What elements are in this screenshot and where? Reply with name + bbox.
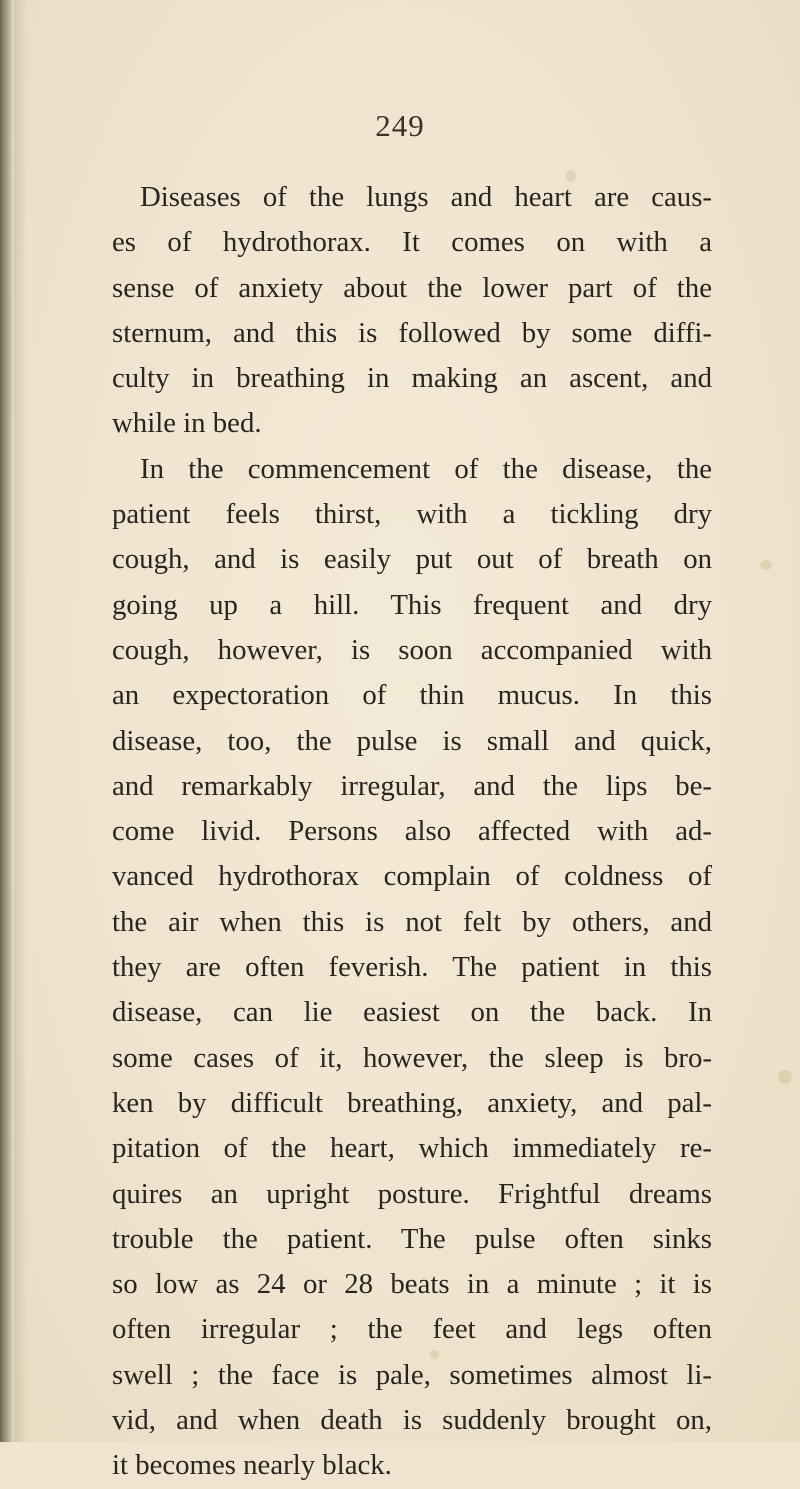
- text-line: culty in breathing in making an ascent, and: [112, 362, 712, 395]
- text-line: cough, however, is soon accompanied with: [112, 633, 712, 666]
- text-line: trouble the patient. The pulse often sinks: [112, 1222, 712, 1255]
- foxing-spot: [778, 1070, 792, 1084]
- text-line: swell ; the face is pale, sometimes almost li-: [112, 1358, 712, 1391]
- text-line: an expectoration of thin mucus. In this: [112, 679, 712, 712]
- text-line: it becomes nearly black.: [112, 1449, 392, 1482]
- page-binding-shadow: [14, 0, 28, 1442]
- text-line: while in bed.: [112, 407, 262, 440]
- text-line: cough, and is easily put out of breath on: [112, 543, 712, 576]
- paragraph: [112, 175, 712, 447]
- body-text: [112, 175, 712, 1489]
- text-line: they are often feverish. The patient in this: [112, 951, 712, 984]
- text-line: so low as 24 or 28 beats in a minute ; it is: [112, 1268, 712, 1301]
- text-line: patient feels thirst, with a tickling dry: [112, 498, 712, 531]
- text-line: come livid. Persons also affected with ad-: [112, 815, 712, 848]
- page-binding-edge: [0, 0, 14, 1442]
- page-number: 249: [375, 108, 425, 143]
- text-line: pitation of the heart, which immediately re-: [112, 1132, 712, 1165]
- text-line: vid, and when death is suddenly brought on,: [112, 1404, 712, 1437]
- text-line: Diseases of the lungs and heart are caus-: [140, 181, 712, 213]
- text-line: the air when this is not felt by others, and: [112, 905, 712, 938]
- paragraph: [112, 447, 712, 1489]
- text-line: es of hydrothorax. It comes on with a: [112, 226, 712, 259]
- text-line: sternum, and this is followed by some diffi-: [112, 316, 712, 349]
- text-line: sense of anxiety about the lower part of the: [112, 271, 712, 304]
- text-line: vanced hydrothorax complain of coldness of: [112, 860, 712, 893]
- text-line: going up a hill. This frequent and dry: [112, 588, 712, 621]
- text-line: In the commencement of the disease, the: [140, 452, 712, 485]
- text-line: some cases of it, however, the sleep is bro-: [112, 1041, 712, 1074]
- text-line: disease, can lie easiest on the back. In: [112, 996, 712, 1029]
- foxing-spot: [760, 560, 772, 570]
- text-line: ken by difficult breathing, anxiety, and pal-: [112, 1086, 712, 1119]
- text-line: and remarkably irregular, and the lips be-: [112, 769, 712, 802]
- text-line: disease, too, the pulse is small and quick,: [112, 724, 712, 757]
- text-line: often irregular ; the feet and legs often: [112, 1313, 712, 1346]
- text-line: quires an upright posture. Frightful dreams: [112, 1177, 712, 1210]
